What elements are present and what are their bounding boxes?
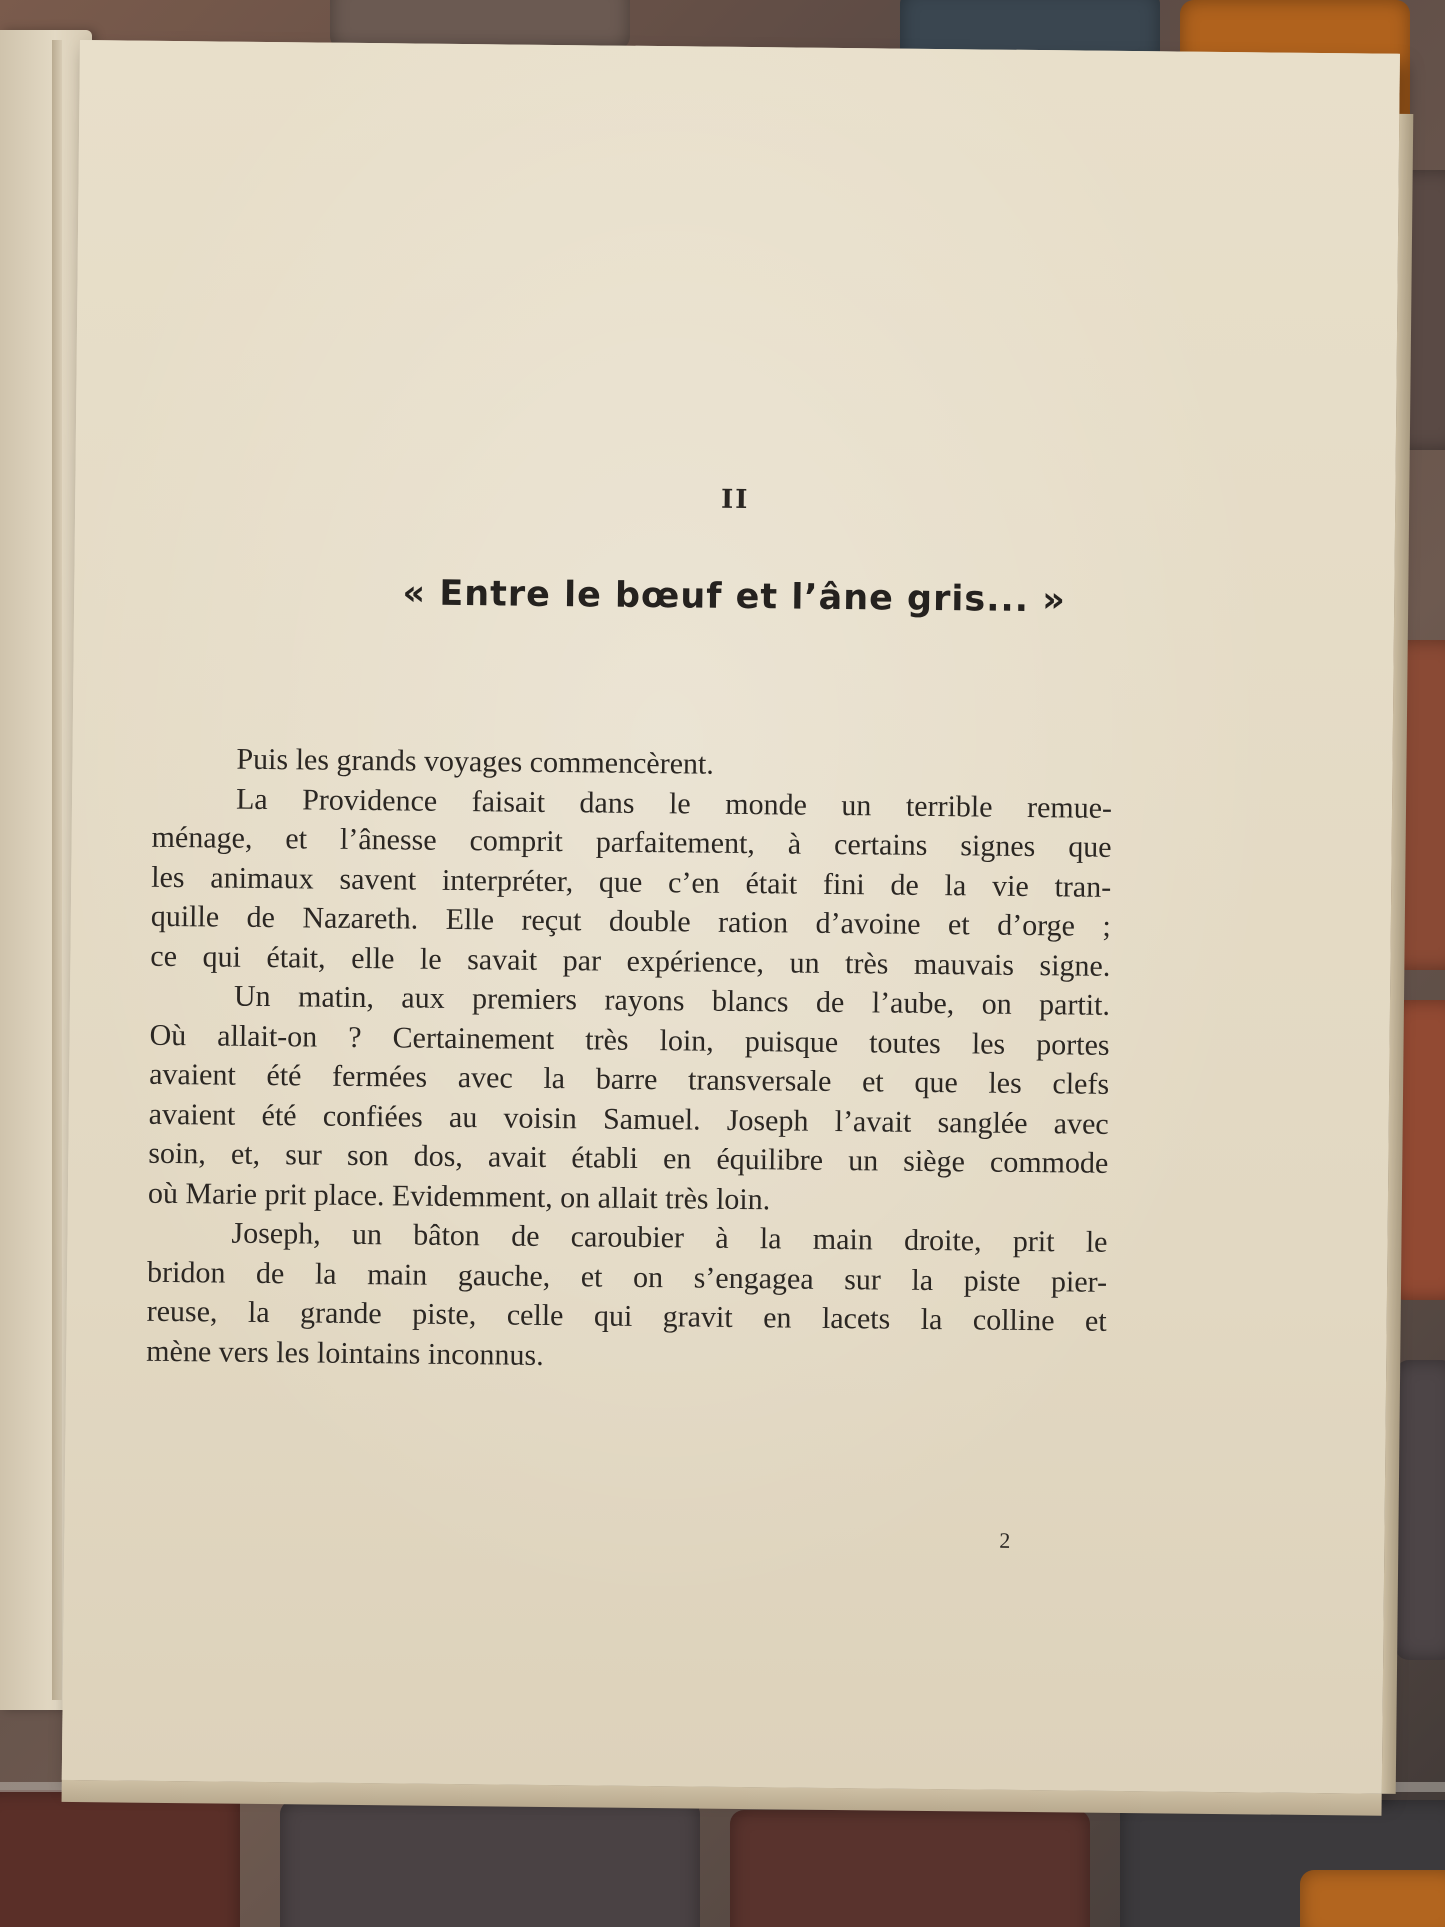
text-line: quille de Nazareth. Elle reçut double ration d’avoine et d’orge ;	[150, 899, 1111, 943]
text-line: mène vers les lointains inconnus.	[146, 1334, 544, 1372]
floor-tile	[1300, 1870, 1445, 1927]
text-line: ce qui était, elle le savait par expérience, un très mauvais signe.	[150, 939, 1111, 983]
paragraph	[146, 1213, 1108, 1381]
text-line: La Providence faisait dans le monde un terrible remue-	[235, 782, 1113, 825]
text-line: Un matin, aux premiers rayons blancs de l’aube, on partit.	[233, 979, 1111, 1022]
floor-tile	[730, 1810, 1090, 1927]
text-line: avaient été confiées au voisin Samuel. Joseph l’avait sanglée avec	[148, 1097, 1109, 1141]
chapter-number: II	[720, 484, 750, 516]
floor-tile	[1395, 1360, 1445, 1660]
text-line: Où allait-on ? Certainement très loin, puisque toutes les portes	[149, 1018, 1110, 1062]
floor-tile	[280, 1800, 700, 1927]
chapter-body	[146, 739, 1113, 1381]
text-line: où Marie prit place. Evidemment, on allait très loin.	[147, 1176, 771, 1216]
text-line: soin, et, sur son dos, avait établi en équilibre un siège commode	[148, 1136, 1109, 1180]
text-line: ménage, et l’ânesse comprit parfaitement, à certains signes que	[151, 820, 1112, 864]
text-line: les animaux savent interpréter, que c’en était fini de la vie tran-	[151, 860, 1112, 904]
text-line: Joseph, un bâton de caroubier à la main droite, prit le	[231, 1216, 1108, 1259]
paragraph	[148, 976, 1110, 1223]
book-page	[62, 40, 1400, 1794]
text-line: Puis les grands voyages commencèrent.	[236, 742, 715, 781]
text-line: bridon de la main gauche, et on s’engagea sur la piste pier-	[146, 1255, 1108, 1299]
page-number: 2	[999, 1527, 1011, 1553]
text-line: reuse, la grande piste, celle qui gravit en lacets la colline et	[146, 1294, 1107, 1338]
text-line: avaient été fermées avec la barre transversale et que les clefs	[149, 1057, 1110, 1101]
chapter-title: « Entre le bœuf et l’âne gris... »	[402, 573, 1067, 621]
floor-tile	[0, 1790, 240, 1927]
paragraph	[150, 778, 1112, 986]
book-gutter	[52, 40, 62, 1700]
